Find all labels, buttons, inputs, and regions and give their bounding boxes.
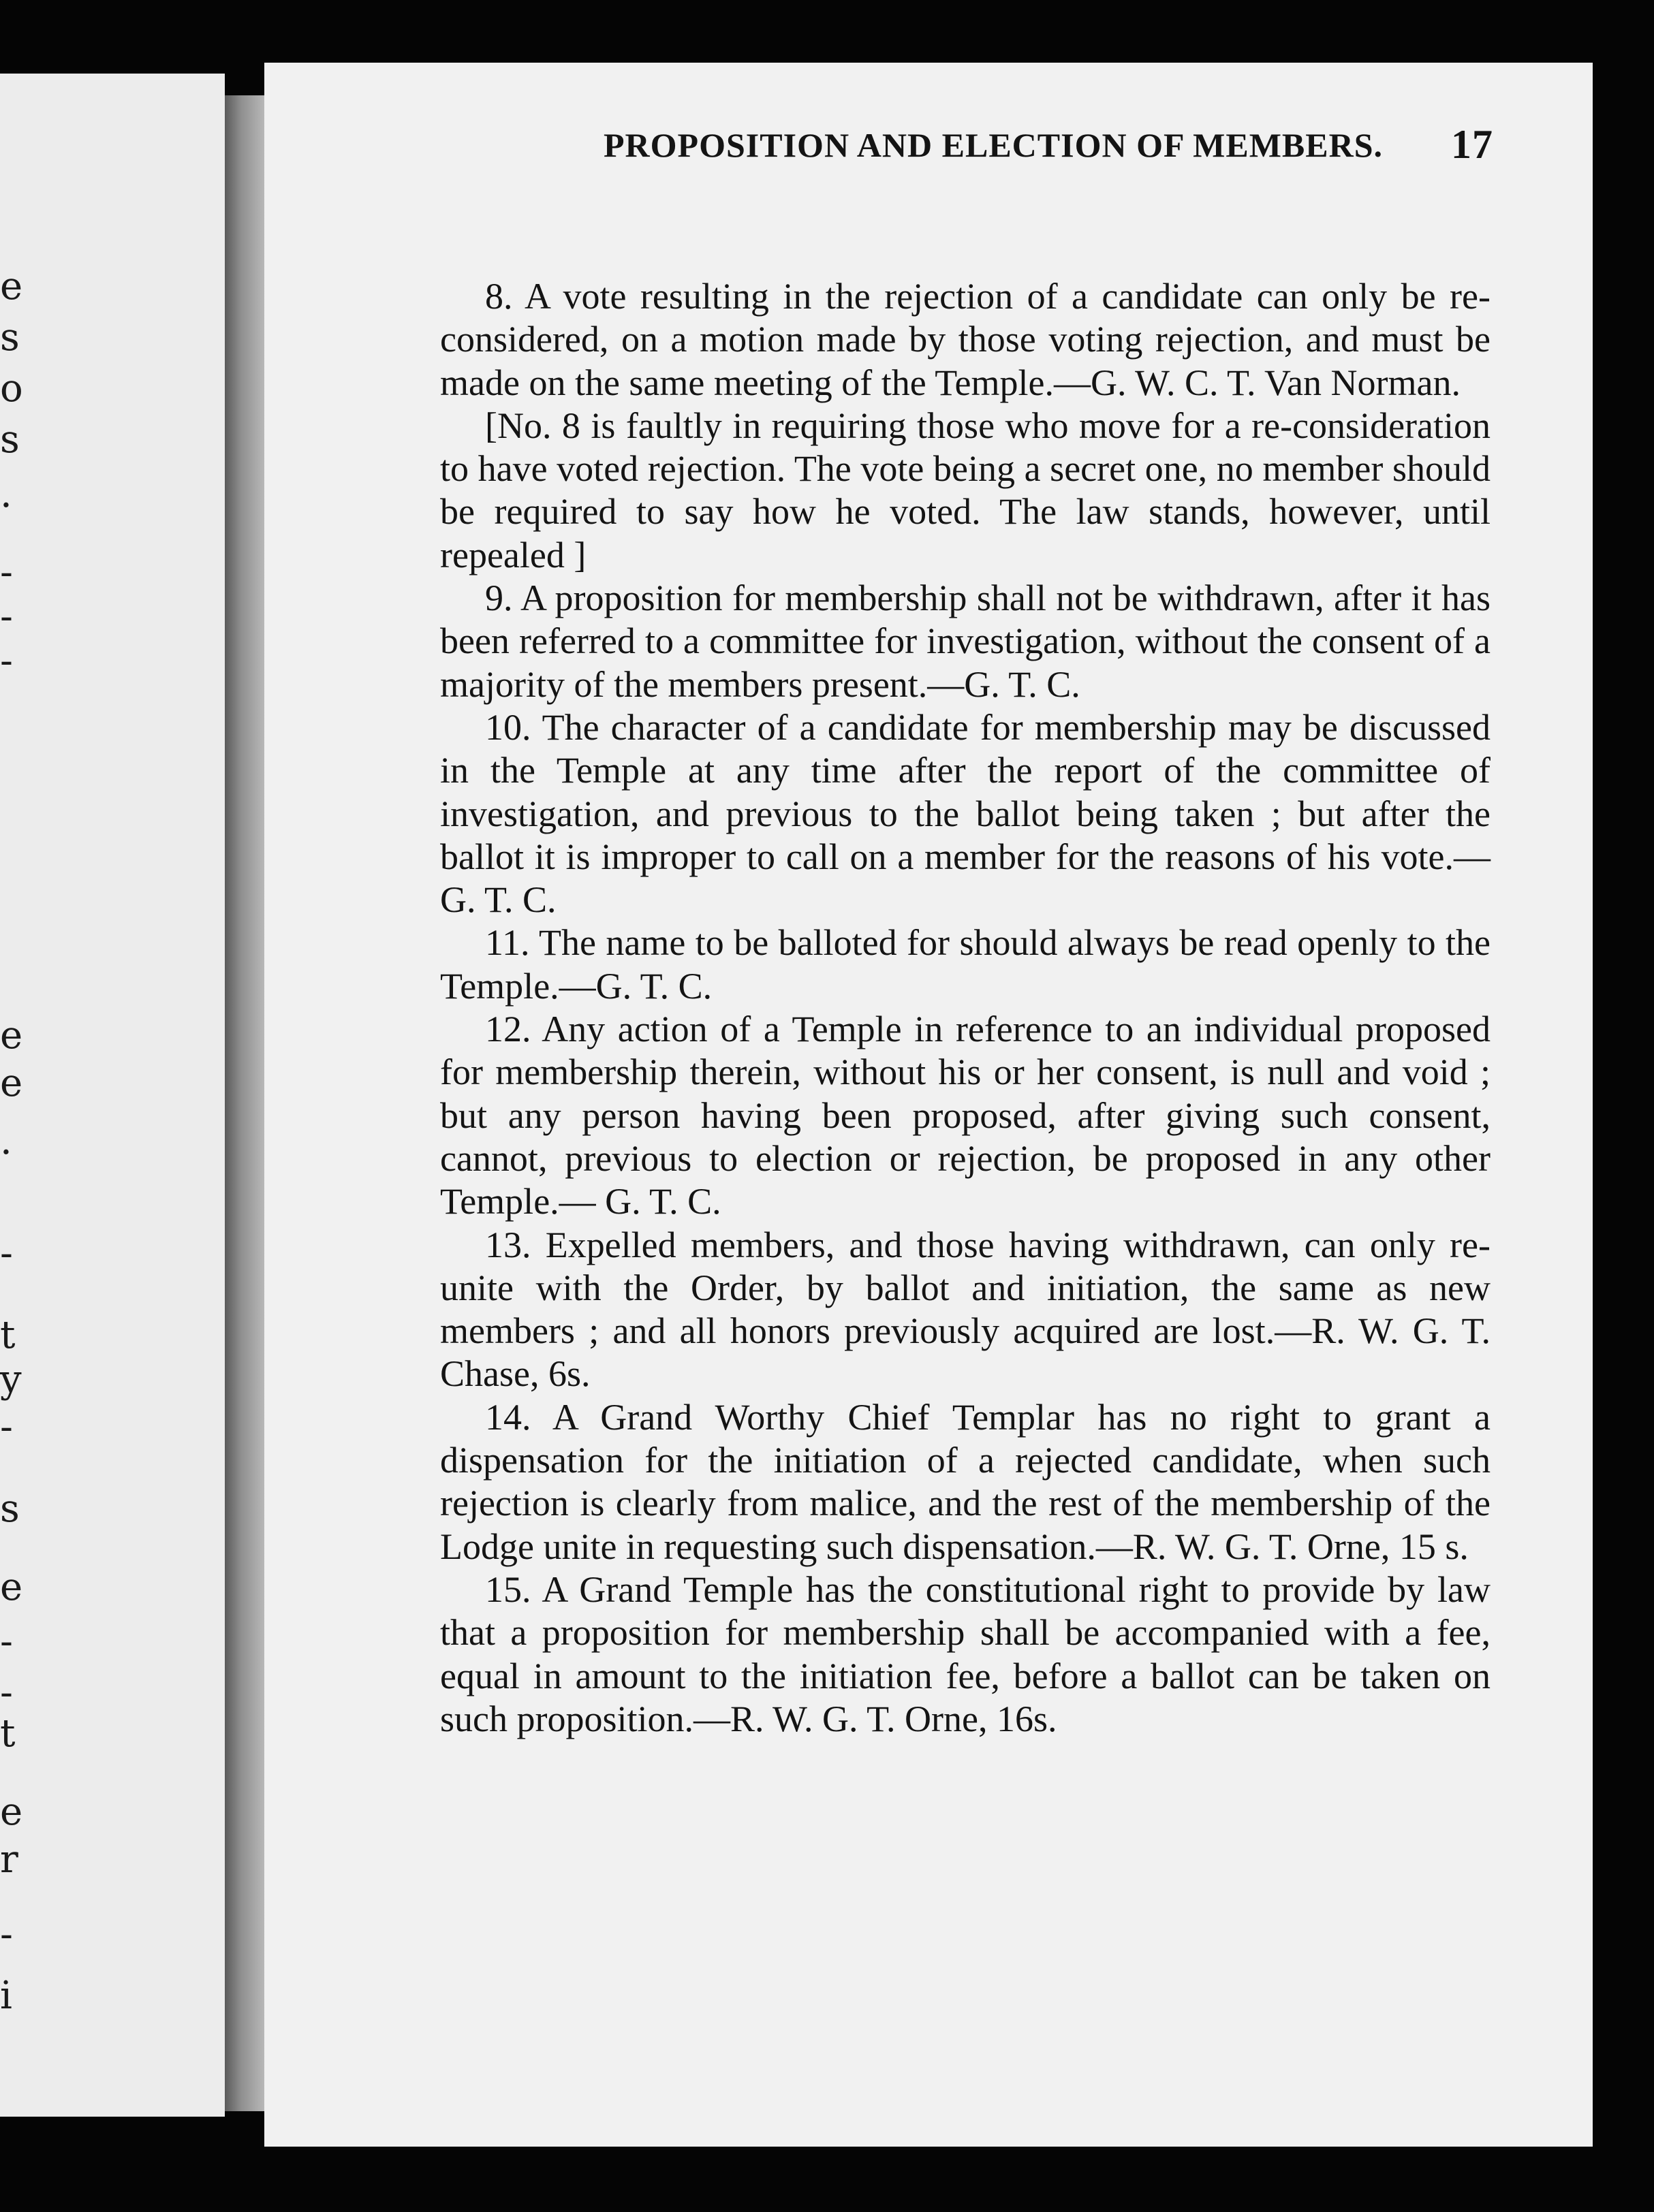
book-gutter-shadow — [225, 95, 264, 2111]
left-page-fragment: y — [0, 1357, 22, 1402]
left-page-fragment: s — [0, 417, 20, 462]
book-page — [264, 63, 1593, 2147]
page-number: 17 — [1451, 122, 1493, 167]
left-page-fragment: t — [0, 1313, 16, 1357]
editorial-note: [No. 8 is faultly in requiring those who move for a re-consideration to have voted rejection. The vote being a secret one, no member should be required to say how he voted. The law stands, however, until repealed ] — [440, 405, 1491, 575]
left-page-fragment: e — [0, 1013, 23, 1058]
rule-paragraph: 8. A vote resulting in the rejection of a candidate can only be re-considered, on a motion made by those voting rejection, and must be made on the same meeting of the Temple.—G. W. C. T. Van Norman. — [440, 276, 1491, 403]
left-page-fragment: o — [0, 366, 23, 411]
rule-paragraph: 13. Expelled members, and those having withdrawn, can only re-unite with the Order, by ballot and initiation, the same as new members ; and all honors previously acquired are lost.—R. W. G. T. Chase, 6s. — [440, 1224, 1491, 1395]
left-page-fragment: e — [0, 1061, 23, 1105]
left-page-fragment: s — [0, 315, 20, 360]
left-page-fragment: - — [0, 1671, 13, 1715]
left-page-fragment: - — [0, 550, 13, 595]
left-page-fragment: - — [0, 595, 13, 639]
left-page-fragment: - — [0, 1620, 13, 1664]
rule-paragraph: 11. The name to be balloted for should always be read openly to the Temple.—G. T. C. — [440, 922, 1491, 1007]
left-page-fragment: e — [0, 264, 23, 309]
left-page-fragment: - — [0, 1912, 13, 1957]
left-page-fragment: e — [0, 1565, 23, 1609]
left-page-fragment: i — [0, 1974, 12, 2018]
left-page-fragment: - — [0, 1405, 13, 1449]
left-page-fragment: s — [0, 1487, 20, 1531]
running-title: PROPOSITION AND ELECTION OF MEMBERS. — [604, 126, 1384, 164]
page-body — [440, 275, 1491, 1741]
left-page-fragment: r — [0, 1837, 18, 1882]
left-page-fragment: e — [0, 1790, 23, 1834]
rule-paragraph: 14. A Grand Worthy Chief Templar has no right to grant a dispensation for the initiation of a rejected candidate, when such rejection is clearly from malice, and the rest of the membership of the Lodge unite in requesting such dispensation.—R. W. G. T. Orne, 15 s. — [440, 1396, 1491, 1567]
rule-paragraph: 9. A proposition for membership shall not be withdrawn, after it has been referred to a committee for investigation, without the consent of a majority of the members present.—G. T. C. — [440, 578, 1491, 705]
rule-paragraph: 15. A Grand Temple has the constitutional right to provide by law that a proposition for membership shall be accompanied with a fee, equal in amount to the initiation fee, before a ballot can be taken on such proposition.—R. W. G. T. Orne, 16s. — [440, 1568, 1491, 1739]
left-page-fragment: - — [0, 639, 13, 683]
rule-paragraph: 10. The character of a candidate for membership may be discussed in the Temple at any time after the report of the committee of investigation, and previous to the ballot being taken ; but after the ballot it is improper to call on a member for the reasons of his vote.—G. T. C. — [440, 706, 1491, 921]
left-page-fragment: . — [0, 1119, 12, 1163]
left-page-fragment: t — [0, 1711, 16, 1756]
left-page-fragment: - — [0, 1231, 13, 1276]
left-facing-page — [0, 74, 225, 2117]
left-page-fragment: . — [0, 472, 12, 516]
rule-paragraph: 12. Any action of a Temple in reference to an individual proposed for membership therein, without his or her consent, is null and void ; but any person having been proposed, after giving such consent, cannot, previous to election or rejection, be proposed in any other Temple.— G. T. C. — [440, 1009, 1491, 1222]
